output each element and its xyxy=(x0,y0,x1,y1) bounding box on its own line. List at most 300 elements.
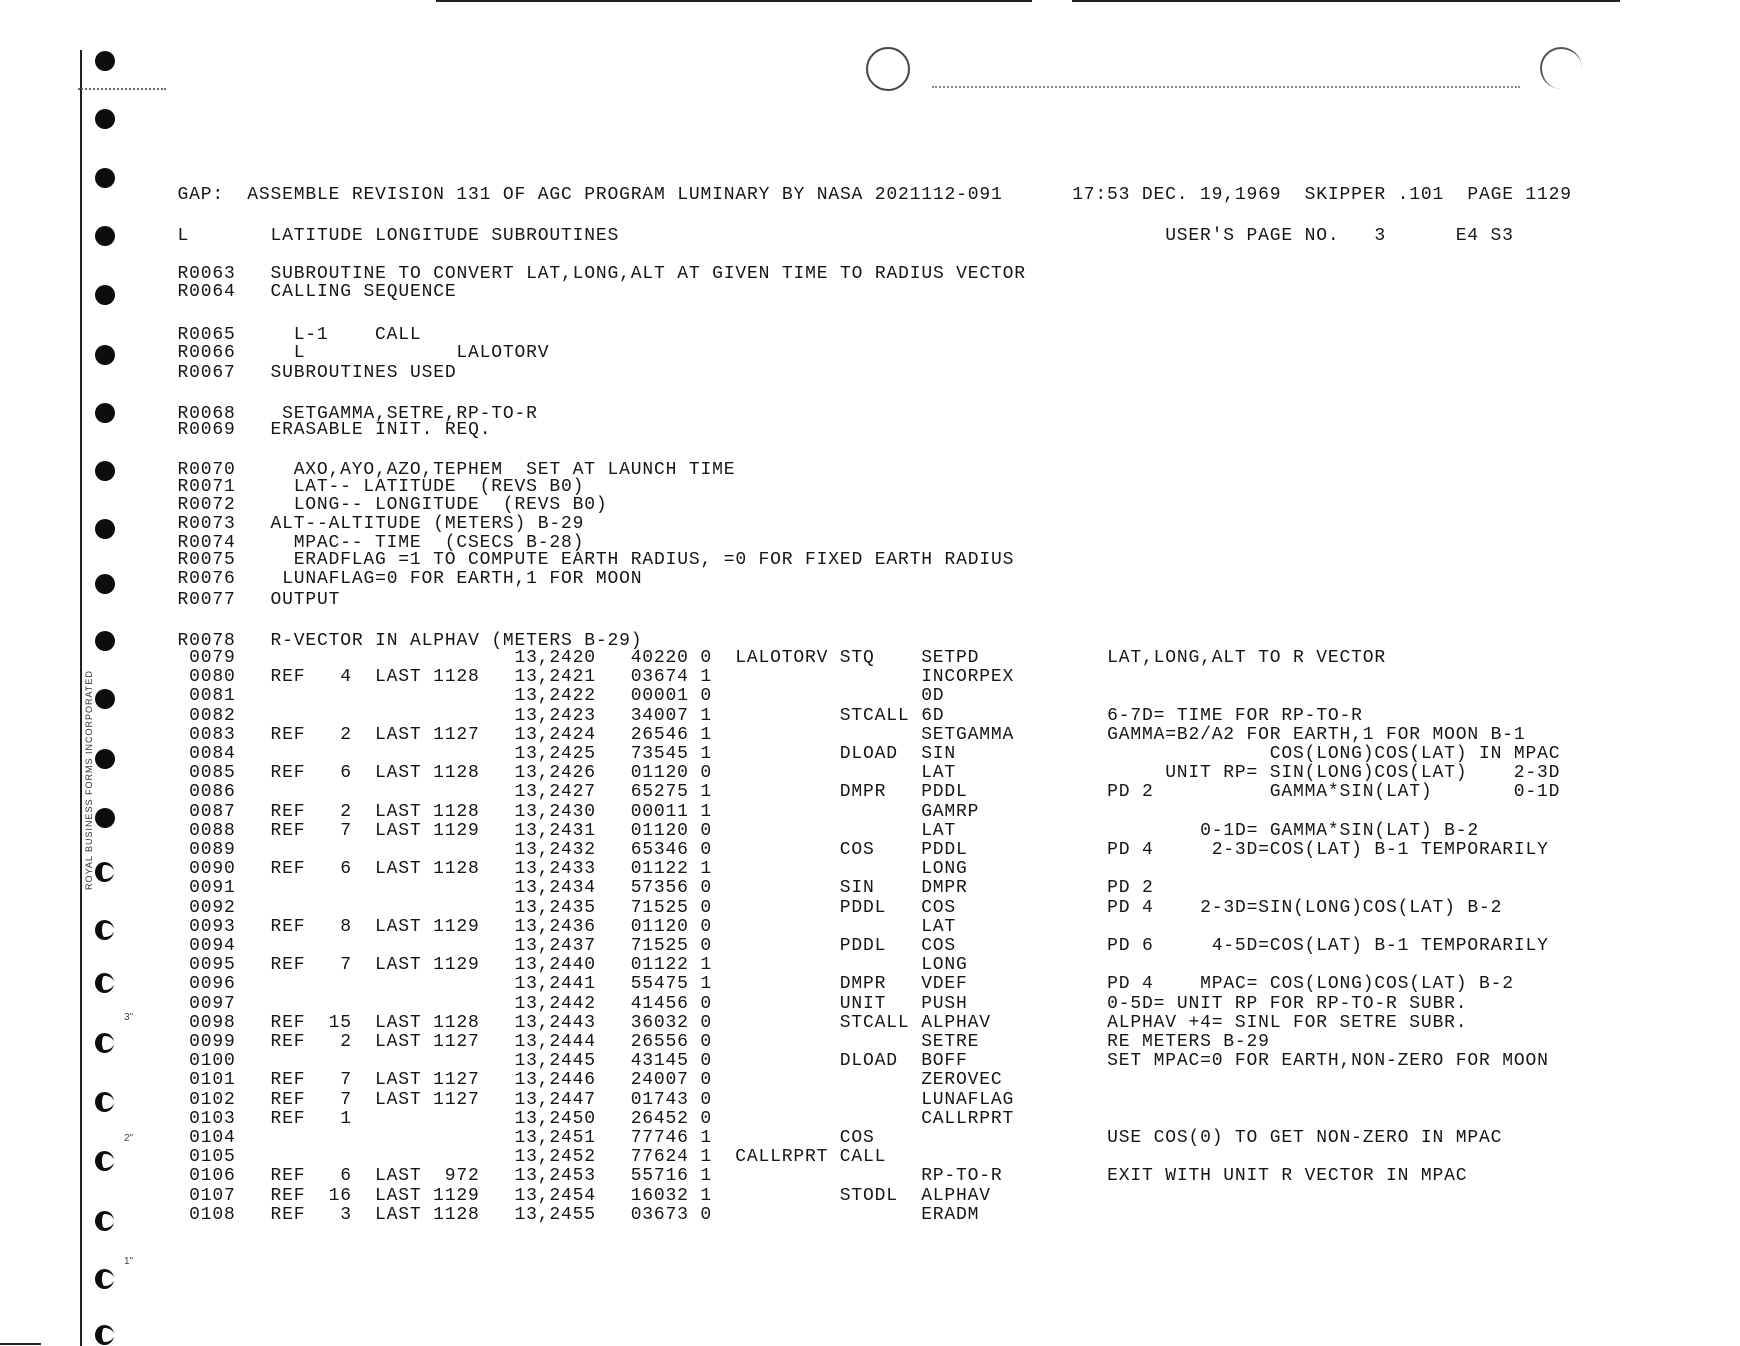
last-ref-page: 1127 xyxy=(433,1070,480,1091)
remark-line-number: R0070 xyxy=(177,460,236,480)
punch-arc xyxy=(1540,47,1582,89)
table-row-line-number: 0095 xyxy=(189,955,236,976)
binder-hole xyxy=(95,808,115,828)
ref-count: 6 xyxy=(340,859,352,880)
ref-count: 2 xyxy=(340,1032,352,1052)
binder-hole xyxy=(95,749,115,769)
opcode: DLOAD xyxy=(839,744,898,764)
memory-address: 13,2450 xyxy=(514,1108,596,1129)
binder-hole xyxy=(95,862,114,882)
table-row-line-number: 0079 xyxy=(189,648,236,668)
octal-word: 73545 xyxy=(630,744,689,764)
bottom-corner-mark xyxy=(0,1343,41,1345)
symbol-label: LALOTORV xyxy=(735,648,829,668)
binder-hole xyxy=(95,345,115,365)
remark-text: CALLING SEQUENCE xyxy=(270,282,457,302)
comment-text: RE METERS B-29 xyxy=(1107,1032,1270,1052)
ref-count: 7 xyxy=(340,1070,352,1091)
remark-line-number: R0078 xyxy=(177,631,236,651)
ref-label: REF xyxy=(270,820,306,841)
parity-flag: 0 xyxy=(700,820,713,841)
top-rule-left xyxy=(436,0,1032,2)
last-ref-page: 1129 xyxy=(433,820,480,841)
binder-hole xyxy=(95,1092,114,1112)
user-page-label: USER'S PAGE NO. xyxy=(1165,226,1340,246)
binder-hole xyxy=(95,1269,114,1289)
remark-line-number: R0068 xyxy=(177,404,236,424)
table-row-line-number: 0104 xyxy=(189,1128,236,1148)
last-ref-page: 1127 xyxy=(433,1032,480,1052)
operand: 6D xyxy=(921,705,945,726)
binder-hole xyxy=(95,461,115,481)
octal-word: 01120 xyxy=(630,916,689,937)
memory-address: 13,2445 xyxy=(514,1051,596,1072)
ref-label: REF xyxy=(270,1185,306,1206)
octal-word: 00011 xyxy=(630,801,689,822)
octal-word: 01120 xyxy=(630,820,689,841)
memory-address: 13,2446 xyxy=(514,1070,596,1091)
octal-word: 71525 xyxy=(630,897,689,918)
last-label: LAST xyxy=(375,820,422,841)
memory-address: 13,2444 xyxy=(514,1032,596,1052)
parity-flag: 1 xyxy=(700,955,713,976)
ref-label: REF xyxy=(270,859,306,880)
last-ref-page: 1128 xyxy=(433,859,480,880)
memory-address: 13,2431 xyxy=(514,820,596,841)
binder-hole xyxy=(95,973,114,993)
parity-flag: 0 xyxy=(700,1070,713,1091)
listing-timestamp-page: 17:53 DEC. 19,1969 SKIPPER .101 PAGE 1129 xyxy=(1072,185,1572,205)
memory-address: 13,2447 xyxy=(514,1089,596,1110)
last-label: LAST xyxy=(375,801,422,822)
memory-address: 13,2435 xyxy=(514,897,596,918)
ref-label: REF xyxy=(270,1032,306,1052)
opcode: DLOAD xyxy=(839,1051,898,1072)
parity-flag: 1 xyxy=(700,705,713,726)
parity-flag: 1 xyxy=(700,801,713,822)
section-code: L xyxy=(177,226,190,246)
binder-hole xyxy=(95,689,115,709)
last-ref-page: 1127 xyxy=(433,724,480,745)
ref-label: REF xyxy=(270,916,306,937)
parity-flag: 1 xyxy=(700,859,713,880)
tear-dotted-line xyxy=(932,86,1520,88)
ref-count: 15 xyxy=(328,1012,352,1033)
opcode: STQ xyxy=(839,648,875,668)
ref-label: REF xyxy=(270,1089,306,1110)
binder-hole xyxy=(95,631,115,651)
operand: SETRE xyxy=(921,1032,980,1052)
comment-text: USE COS(0) TO GET NON-ZERO IN MPAC xyxy=(1107,1128,1503,1148)
parity-flag: 0 xyxy=(700,1032,713,1052)
octal-word: 71525 xyxy=(630,936,689,956)
octal-word: 16032 xyxy=(630,1185,689,1206)
memory-address: 13,2432 xyxy=(514,840,596,860)
binder-hole xyxy=(95,1325,114,1345)
operand: BOFF xyxy=(921,1051,968,1072)
parity-flag: 1 xyxy=(700,744,713,764)
remark-line-number: R0072 xyxy=(177,495,236,515)
ref-label: REF xyxy=(270,1166,306,1187)
user-page-number: 3 xyxy=(1374,226,1387,246)
symbol-label: CALLRPRT xyxy=(735,1147,829,1168)
remark-text: LONG-- LONGITUDE (REVS B0) xyxy=(293,495,608,515)
listing-header: GAP: ASSEMBLE REVISION 131 OF AGC PROGRAM LUMINARY BY NASA 2021112-091 xyxy=(177,185,1003,205)
inch-mark: 2" xyxy=(124,1133,134,1144)
remark-text: OUTPUT xyxy=(270,590,341,610)
memory-address: 13,2441 xyxy=(514,974,596,995)
operand: CALLRPRT xyxy=(921,1108,1015,1129)
memory-address: 13,2452 xyxy=(514,1147,596,1168)
ref-count: 7 xyxy=(340,1089,352,1110)
opcode: STODL xyxy=(839,1185,898,1206)
remark-text: SUBROUTINE TO CONVERT LAT,LONG,ALT AT GIVEN TIME TO RADIUS VECTOR xyxy=(270,264,1026,284)
octal-word: 57356 xyxy=(630,878,689,899)
operand: DMPR xyxy=(921,878,968,899)
binder-hole xyxy=(95,1033,114,1053)
comment-text: PD 4 xyxy=(1107,897,1154,918)
table-row-line-number: 0080 xyxy=(189,667,236,688)
comment-text: 2-3D=COS(LAT) B-1 TEMPORARILY xyxy=(1211,840,1549,860)
last-label: LAST xyxy=(375,724,422,745)
remark-text: L-1 xyxy=(293,325,329,345)
operand: COS xyxy=(921,936,957,956)
remark-text: ERASABLE INIT. REQ. xyxy=(270,420,492,440)
comment-text: SET MPAC=0 FOR EARTH,NON-ZERO FOR MOON xyxy=(1107,1051,1549,1072)
octal-word: 65346 xyxy=(630,840,689,860)
remark-text: SETGAMMA,SETRE,RP-TO-R xyxy=(282,404,538,424)
binder-hole xyxy=(95,109,115,129)
last-ref-page: 1127 xyxy=(433,1089,480,1110)
remark-text: SUBROUTINES USED xyxy=(270,363,457,383)
octal-word: 77746 xyxy=(630,1128,689,1148)
parity-flag: 0 xyxy=(700,1204,713,1225)
remark-text: LALOTORV xyxy=(456,343,550,363)
parity-flag: 1 xyxy=(700,667,713,688)
memory-address: 13,2455 xyxy=(514,1204,596,1225)
ref-count: 7 xyxy=(340,820,352,841)
last-ref-page: 1128 xyxy=(433,1204,480,1225)
parity-flag: 1 xyxy=(700,974,713,995)
table-row-line-number: 0099 xyxy=(189,1032,236,1052)
binder-hole xyxy=(95,285,115,305)
table-row-line-number: 0086 xyxy=(189,782,236,803)
parity-flag: 0 xyxy=(700,897,713,918)
ref-count: 6 xyxy=(340,763,352,784)
comment-text: GAMMA*SIN(LAT) xyxy=(1269,782,1433,803)
remark-text: R-VECTOR IN ALPHAV (METERS B-29) xyxy=(270,631,643,651)
ref-count: 3 xyxy=(340,1204,352,1225)
last-ref-page: 1128 xyxy=(433,1012,480,1033)
table-row-line-number: 0088 xyxy=(189,820,236,841)
remark-text: LAT-- LATITUDE (REVS B0) xyxy=(293,477,585,497)
table-row-line-number: 0082 xyxy=(189,705,236,726)
remark-text: CALL xyxy=(375,325,422,345)
comment-text: 0-5D= UNIT RP FOR RP-TO-R SUBR. xyxy=(1107,993,1468,1014)
octal-word: 26546 xyxy=(630,724,689,745)
comment-text: GAMMA=B2/A2 FOR EARTH,1 FOR MOON B-1 xyxy=(1107,724,1526,745)
opcode: UNIT xyxy=(839,993,887,1014)
last-label: LAST xyxy=(375,859,422,880)
octal-word: 26556 xyxy=(630,1032,689,1052)
remark-text: ERADFLAG =1 TO COMPUTE EARTH RADIUS, =0 FOR FIXED EARTH RADIUS xyxy=(293,550,1015,570)
last-label: LAST xyxy=(375,955,422,976)
opcode: PDDL xyxy=(839,897,887,918)
operand: PDDL xyxy=(921,782,968,803)
octal-word: 55475 xyxy=(630,974,689,995)
ref-count: 7 xyxy=(340,955,352,976)
octal-word: 26452 xyxy=(630,1108,689,1129)
parity-flag: 1 xyxy=(700,1147,713,1168)
memory-address: 13,2436 xyxy=(514,916,596,937)
memory-address: 13,2451 xyxy=(514,1128,596,1148)
octal-word: 03673 xyxy=(630,1204,689,1225)
last-ref-page: 1129 xyxy=(433,916,480,937)
memory-address: 13,2433 xyxy=(514,859,596,880)
octal-word: 01122 xyxy=(630,859,689,880)
last-ref-page: 1128 xyxy=(433,801,480,822)
operand: 0D xyxy=(921,686,945,707)
octal-word: 55716 xyxy=(630,1166,689,1187)
memory-address: 13,2420 xyxy=(514,648,596,668)
table-row-line-number: 0081 xyxy=(189,686,236,707)
comment-text: UNIT RP= SIN(LONG)COS(LAT) xyxy=(1165,763,1468,784)
table-row-line-number: 0092 xyxy=(189,897,236,918)
binder-hole xyxy=(95,920,114,940)
remark-text: L xyxy=(293,343,306,363)
opcode: DMPR xyxy=(839,974,887,995)
octal-word: 34007 xyxy=(630,705,689,726)
binder-hole xyxy=(95,168,115,188)
comment-text: 2-3D=SIN(LONG)COS(LAT) B-2 xyxy=(1200,897,1503,918)
parity-flag: 1 xyxy=(700,1166,713,1187)
operand: RP-TO-R xyxy=(921,1166,1003,1187)
memory-address: 13,2423 xyxy=(514,705,596,726)
remark-text: LUNAFLAG=0 FOR EARTH,1 FOR MOON xyxy=(282,569,643,589)
ref-count: 1 xyxy=(340,1108,352,1129)
parity-flag: 0 xyxy=(700,1051,713,1072)
table-row-line-number: 0083 xyxy=(189,724,236,745)
operand: INCORPEX xyxy=(921,667,1015,688)
comment-text: 4-5D=COS(LAT) B-1 TEMPORARILY xyxy=(1211,936,1549,956)
last-label: LAST xyxy=(375,667,422,688)
opcode: CALL xyxy=(839,1147,887,1168)
table-row-line-number: 0106 xyxy=(189,1166,236,1187)
table-row-line-number: 0094 xyxy=(189,936,236,956)
ref-count: 16 xyxy=(328,1185,352,1206)
section-id: E4 S3 xyxy=(1455,226,1514,246)
comment-text: EXIT WITH UNIT R VECTOR IN MPAC xyxy=(1107,1166,1468,1187)
remark-text: AXO,AYO,AZO,TEPHEM SET AT LAUNCH TIME xyxy=(293,460,736,480)
last-label: LAST xyxy=(375,1185,422,1206)
binder-hole xyxy=(95,403,115,423)
memory-address: 13,2434 xyxy=(514,878,596,899)
binder-hole xyxy=(95,519,115,539)
operand: SETGAMMA xyxy=(921,724,1015,745)
binder-hole xyxy=(95,51,115,71)
comment-text: LAT,LONG,ALT TO R VECTOR xyxy=(1107,648,1387,668)
last-ref-page: 1128 xyxy=(433,763,480,784)
ref-count: 8 xyxy=(340,916,352,937)
comment-text: 2-3D xyxy=(1513,763,1561,784)
last-label: LAST xyxy=(375,1204,422,1225)
ref-count: 2 xyxy=(340,801,352,822)
section-title: LATITUDE LONGITUDE SUBROUTINES xyxy=(270,226,620,246)
operand: ERADM xyxy=(921,1204,980,1225)
parity-flag: 0 xyxy=(700,648,713,668)
ref-count: 4 xyxy=(340,667,352,688)
operand: LAT xyxy=(921,916,957,937)
octal-word: 41456 xyxy=(630,993,689,1014)
octal-word: 01122 xyxy=(630,955,689,976)
octal-word: 01120 xyxy=(630,763,689,784)
remark-line-number: R0077 xyxy=(177,590,236,610)
table-row-line-number: 0102 xyxy=(189,1089,236,1110)
operand: COS xyxy=(921,897,957,918)
comment-text: PD 4 xyxy=(1107,974,1154,995)
inch-mark: 1" xyxy=(124,1256,134,1267)
last-ref-page: 1129 xyxy=(433,1185,480,1206)
memory-address: 13,2454 xyxy=(514,1185,596,1206)
comment-text: PD 2 xyxy=(1107,878,1154,899)
top-rule-right xyxy=(1072,0,1620,2)
remark-line-number: R0071 xyxy=(177,477,236,497)
operand: LONG xyxy=(921,859,968,880)
operand: SETPD xyxy=(921,648,980,668)
parity-flag: 0 xyxy=(700,916,713,937)
operand: SIN xyxy=(921,744,957,764)
parity-flag: 0 xyxy=(700,686,713,707)
memory-address: 13,2422 xyxy=(514,686,596,707)
last-label: LAST xyxy=(375,763,422,784)
octal-word: 65275 xyxy=(630,782,689,803)
remark-line-number: R0069 xyxy=(177,420,236,440)
comment-text: 0-1D= GAMMA*SIN(LAT) B-2 xyxy=(1200,820,1480,841)
table-row-line-number: 0097 xyxy=(189,993,236,1014)
operand: ALPHAV xyxy=(921,1012,991,1033)
operand: ZEROVEC xyxy=(921,1070,1003,1091)
table-row-line-number: 0084 xyxy=(189,744,236,764)
memory-address: 13,2437 xyxy=(514,936,596,956)
table-row-line-number: 0089 xyxy=(189,840,236,860)
parity-flag: 0 xyxy=(700,763,713,784)
octal-word: 03674 xyxy=(630,667,689,688)
binder-hole xyxy=(95,1211,114,1231)
punch-circle xyxy=(866,47,910,91)
memory-address: 13,2442 xyxy=(514,993,596,1014)
operand: ALPHAV xyxy=(921,1185,991,1206)
memory-address: 13,2453 xyxy=(514,1166,596,1187)
remark-line-number: R0066 xyxy=(177,343,236,363)
parity-flag: 0 xyxy=(700,936,713,956)
binder-hole xyxy=(95,1151,114,1171)
opcode: SIN xyxy=(839,878,875,899)
comment-text: COS(LONG)COS(LAT) IN MPAC xyxy=(1269,744,1561,764)
parity-flag: 0 xyxy=(700,878,713,899)
remark-line-number: R0065 xyxy=(177,325,236,345)
last-ref-page: 1129 xyxy=(433,955,480,976)
octal-word: 40220 xyxy=(630,648,689,668)
parity-flag: 1 xyxy=(700,1128,713,1148)
last-label: LAST xyxy=(375,1070,422,1091)
ref-label: REF xyxy=(270,801,306,822)
opcode: COS xyxy=(839,840,875,860)
remark-line-number: R0075 xyxy=(177,550,236,570)
comment-text: PD 6 xyxy=(1107,936,1154,956)
table-row-line-number: 0101 xyxy=(189,1070,236,1091)
operand: LAT xyxy=(921,820,957,841)
parity-flag: 1 xyxy=(700,724,713,745)
table-row-line-number: 0103 xyxy=(189,1108,236,1129)
table-row-line-number: 0098 xyxy=(189,1012,236,1033)
table-row-line-number: 0096 xyxy=(189,974,236,995)
memory-address: 13,2425 xyxy=(514,744,596,764)
form-maker-text: ROYAL BUSINESS FORMS INCORPORATED xyxy=(84,670,94,890)
operand: PUSH xyxy=(921,993,968,1014)
remark-line-number: R0067 xyxy=(177,363,236,383)
octal-word: 43145 xyxy=(630,1051,689,1072)
remark-line-number: R0063 xyxy=(177,264,236,284)
last-label: LAST xyxy=(375,1166,422,1187)
ref-count: 2 xyxy=(340,724,352,745)
memory-address: 13,2440 xyxy=(514,955,596,976)
ref-count: 6 xyxy=(340,1166,352,1187)
octal-word: 36032 xyxy=(630,1012,689,1033)
opcode: DMPR xyxy=(839,782,887,803)
opcode: PDDL xyxy=(839,936,887,956)
table-row-line-number: 0091 xyxy=(189,878,236,899)
table-row-line-number: 0108 xyxy=(189,1204,236,1225)
octal-word: 24007 xyxy=(630,1070,689,1091)
opcode: COS xyxy=(839,1128,875,1148)
opcode: STCALL xyxy=(839,705,910,726)
parity-flag: 0 xyxy=(700,1089,713,1110)
ref-label: REF xyxy=(270,667,306,688)
left-margin-line xyxy=(80,50,82,1346)
ref-label: REF xyxy=(270,1070,306,1091)
octal-word: 77624 xyxy=(630,1147,689,1168)
comment-text: PD 4 xyxy=(1107,840,1154,860)
table-row-line-number: 0107 xyxy=(189,1185,236,1206)
memory-address: 13,2443 xyxy=(514,1012,596,1033)
ref-label: REF xyxy=(270,763,306,784)
table-row-line-number: 0085 xyxy=(189,763,236,784)
ref-label: REF xyxy=(270,955,306,976)
octal-word: 00001 xyxy=(630,686,689,707)
table-row-line-number: 0093 xyxy=(189,916,236,937)
last-label: LAST xyxy=(375,1032,422,1052)
perforation-line xyxy=(78,88,166,90)
binder-hole xyxy=(95,574,115,594)
remark-line-number: R0076 xyxy=(177,569,236,589)
octal-word: 01743 xyxy=(630,1089,689,1110)
remark-line-number: R0064 xyxy=(177,282,236,302)
table-row-line-number: 0090 xyxy=(189,859,236,880)
parity-flag: 0 xyxy=(700,1012,713,1033)
last-label: LAST xyxy=(375,916,422,937)
inch-mark: 3" xyxy=(124,1012,134,1023)
remark-text: MPAC-- TIME (CSECS B-28) xyxy=(293,533,585,553)
comment-text: ALPHAV +4= SINL FOR SETRE SUBR. xyxy=(1107,1012,1468,1033)
memory-address: 13,2421 xyxy=(514,667,596,688)
remark-text: ALT--ALTITUDE (METERS) B-29 xyxy=(270,514,585,534)
operand: LAT xyxy=(921,763,957,784)
ref-label: REF xyxy=(270,724,306,745)
last-label: LAST xyxy=(375,1012,422,1033)
binder-hole xyxy=(95,226,115,246)
parity-flag: 1 xyxy=(700,1185,713,1206)
memory-address: 13,2430 xyxy=(514,801,596,822)
